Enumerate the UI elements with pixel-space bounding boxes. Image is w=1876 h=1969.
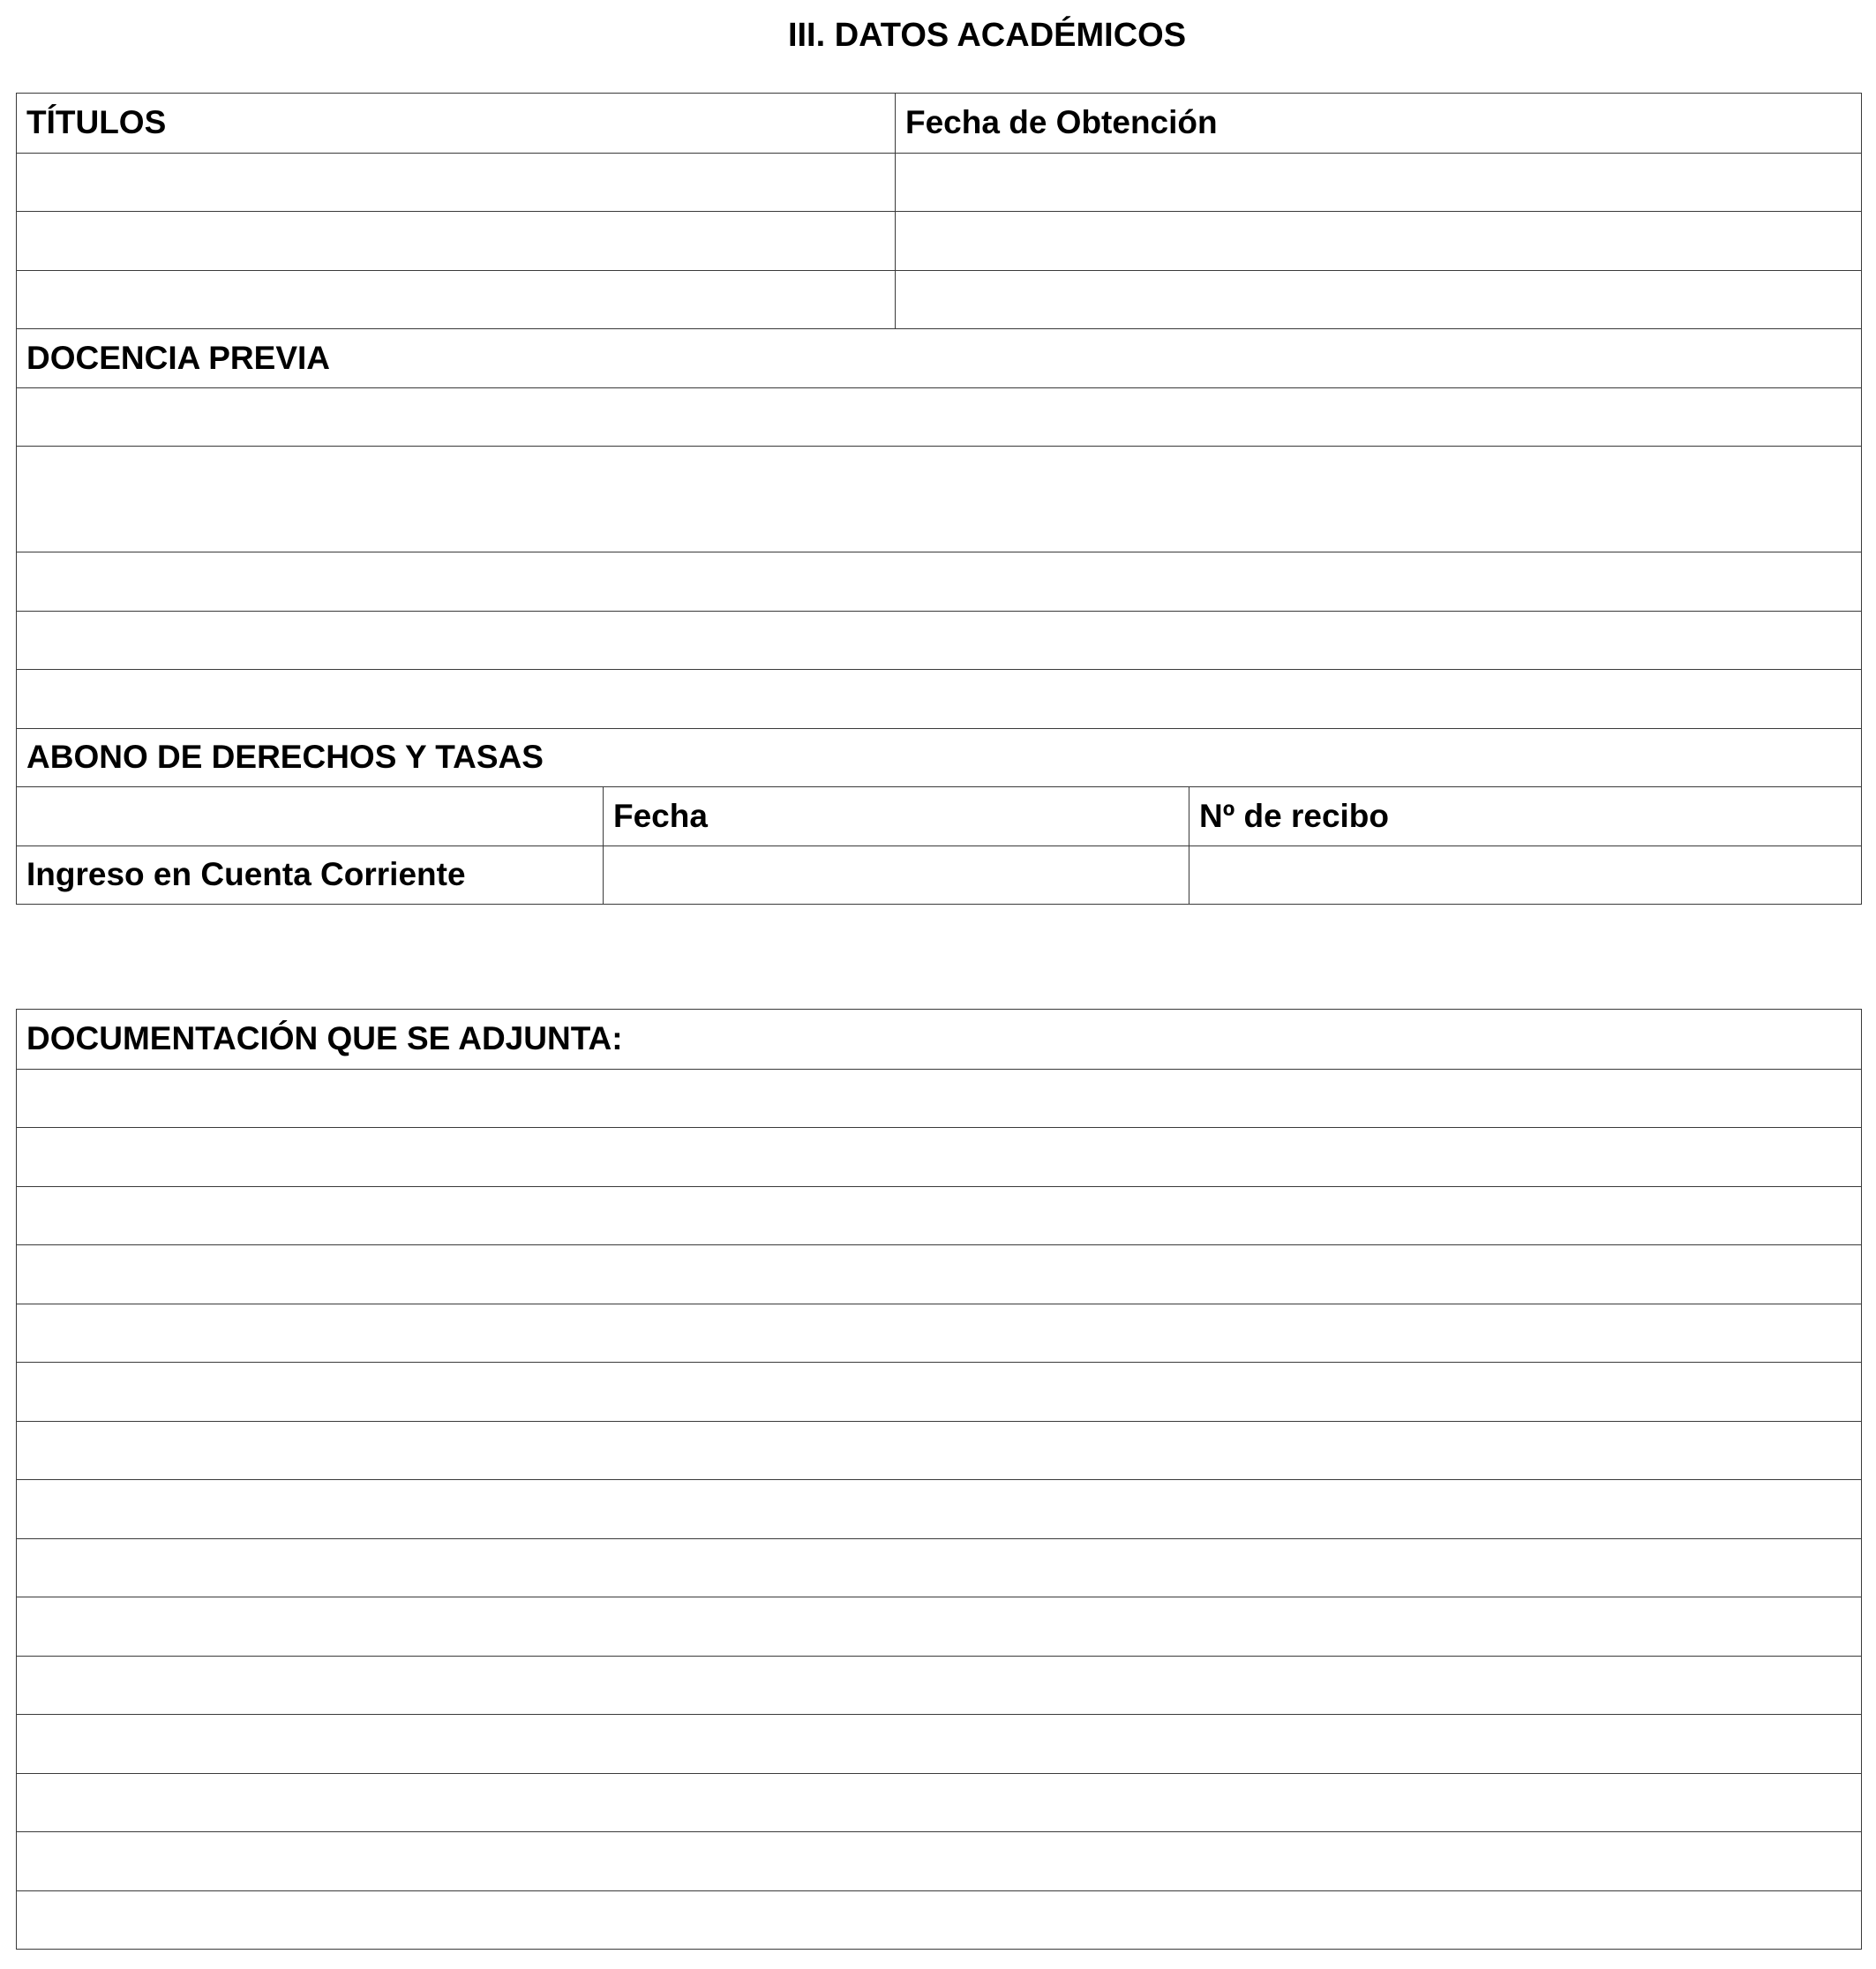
titulo-row-3	[17, 270, 1861, 329]
docencia-field-3[interactable]	[17, 552, 1861, 611]
abono-columns-row	[17, 786, 1861, 845]
docencia-row-3	[17, 552, 1861, 611]
documentacion-row	[17, 1890, 1861, 1950]
docencia-field-1[interactable]	[17, 388, 1861, 447]
titulo-field-2[interactable]	[17, 212, 895, 270]
docencia-header-row	[17, 328, 1861, 387]
documentacion-field-14[interactable]	[17, 1832, 1861, 1890]
documentacion-field-9[interactable]	[17, 1539, 1861, 1597]
docencia-row-5	[17, 669, 1861, 728]
abono-derechos-header: ABONO DE DERECHOS Y TASAS	[26, 739, 544, 776]
titulo-row-2	[17, 211, 1861, 270]
documentacion-row	[17, 1244, 1861, 1304]
documentacion-row	[17, 1773, 1861, 1832]
documentacion-field-8[interactable]	[17, 1480, 1861, 1538]
documentacion-field-6[interactable]	[17, 1363, 1861, 1421]
titulos-header-row	[17, 94, 1861, 153]
documentacion-field-2[interactable]	[17, 1128, 1861, 1186]
docencia-field-4[interactable]	[17, 612, 1861, 670]
documentacion-row	[17, 1479, 1861, 1538]
abono-fecha-header: Fecha	[603, 787, 1189, 845]
documentacion-field-4[interactable]	[17, 1245, 1861, 1304]
titulos-header: TÍTULOS	[26, 104, 167, 141]
documentacion-row	[17, 1362, 1861, 1421]
abono-ingreso-row	[17, 845, 1861, 905]
ingreso-recibo-field[interactable]	[1189, 846, 1861, 905]
documentacion-field-1[interactable]	[17, 1070, 1861, 1128]
documentacion-row	[17, 1421, 1861, 1480]
abono-recibo-header: Nº de recibo	[1189, 787, 1861, 845]
documentacion-row	[17, 1714, 1861, 1773]
documentacion-field-15[interactable]	[17, 1891, 1861, 1950]
documentacion-row	[17, 1069, 1861, 1128]
fecha-obtencion-field-3[interactable]	[895, 271, 1861, 329]
documentacion-row	[17, 1831, 1861, 1890]
academic-data-table	[16, 93, 1862, 905]
ingreso-cuenta-label: Ingreso en Cuenta Corriente	[26, 856, 466, 893]
documentacion-row	[17, 1186, 1861, 1245]
docencia-row-4	[17, 611, 1861, 670]
page-title: III. DATOS ACADÉMICOS	[787, 17, 1187, 54]
titulo-field-3[interactable]	[17, 271, 895, 329]
documentacion-field-3[interactable]	[17, 1187, 1861, 1245]
documentacion-row	[17, 1656, 1861, 1715]
docencia-field-2[interactable]	[17, 447, 1861, 552]
documentacion-row	[17, 1597, 1861, 1656]
abono-header-row	[17, 728, 1861, 787]
documentacion-header-row	[17, 1010, 1861, 1069]
documentacion-field-10[interactable]	[17, 1597, 1861, 1656]
documentacion-header: DOCUMENTACIÓN QUE SE ADJUNTA:	[26, 1020, 623, 1057]
ingreso-fecha-field[interactable]	[603, 846, 1189, 905]
documentacion-field-13[interactable]	[17, 1774, 1861, 1832]
documentacion-field-7[interactable]	[17, 1422, 1861, 1480]
documentacion-row	[17, 1127, 1861, 1186]
docencia-row-2	[17, 446, 1861, 552]
documentacion-field-12[interactable]	[17, 1715, 1861, 1773]
titulo-field-1[interactable]	[17, 154, 895, 212]
fecha-obtencion-field-2[interactable]	[895, 212, 1861, 270]
documentacion-row	[17, 1304, 1861, 1363]
docencia-field-5[interactable]	[17, 670, 1861, 728]
docencia-row-1	[17, 387, 1861, 447]
titulo-row-1	[17, 153, 1861, 212]
documentacion-table	[16, 1009, 1862, 1950]
documentacion-field-5[interactable]	[17, 1304, 1861, 1363]
fecha-obtencion-header: Fecha de Obtención	[895, 94, 1861, 153]
abono-blank-header	[17, 787, 603, 845]
documentacion-field-11[interactable]	[17, 1657, 1861, 1715]
documentacion-row	[17, 1538, 1861, 1597]
docencia-previa-header: DOCENCIA PREVIA	[26, 339, 331, 376]
fecha-obtencion-field-1[interactable]	[895, 154, 1861, 212]
